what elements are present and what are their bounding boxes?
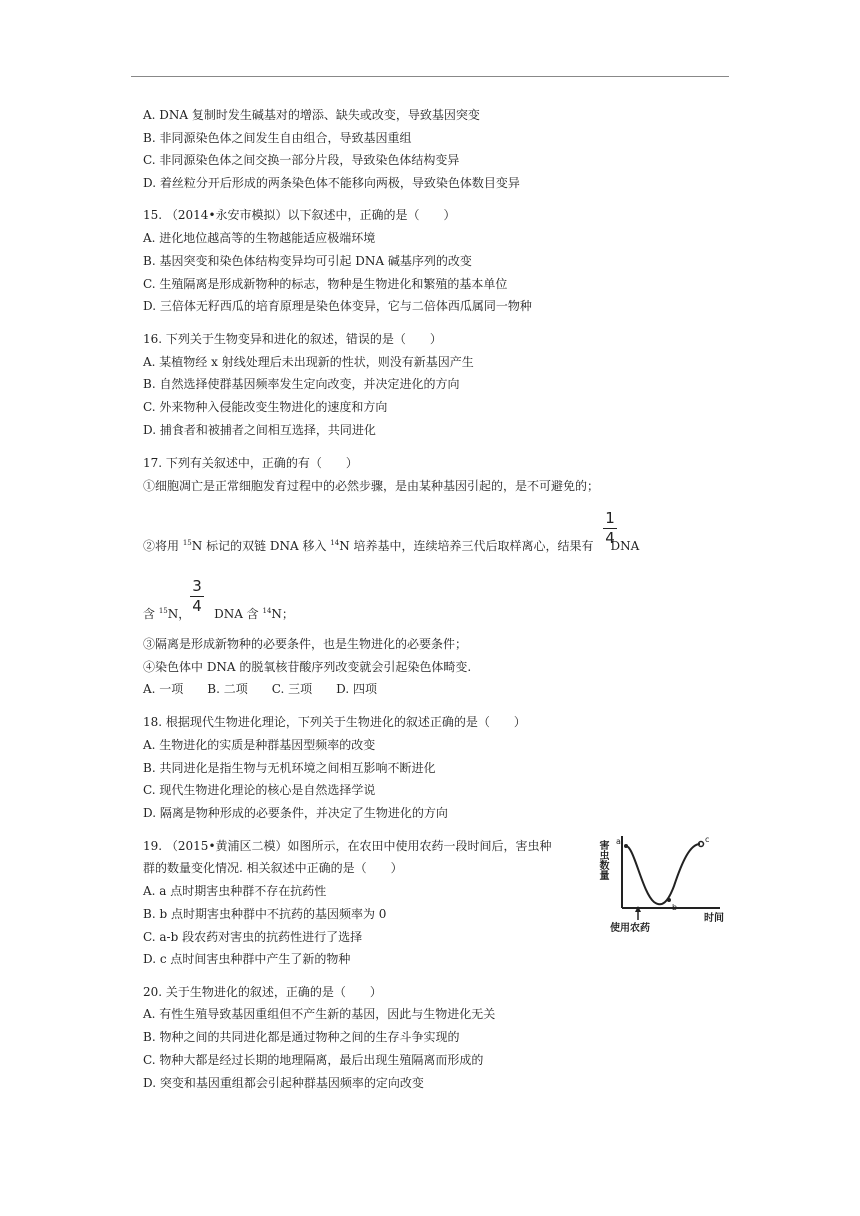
q19-option-d: D. c 点时间害虫种群中产生了新的物种 (143, 952, 351, 966)
q17-options: A. 一项 B. 二项 C. 三项 D. 四项 (143, 682, 377, 696)
point-c-label: c (705, 835, 710, 844)
q19-option-b: B. b 点时期害虫种群中不抗药的基因频率为 0 (143, 907, 387, 921)
point-b-label: b (672, 903, 678, 912)
q17-s2-sup-15: 15 (182, 539, 192, 547)
q16-option-c: C. 外来物种入侵能改变生物进化的速度和方向 (143, 400, 388, 414)
population-curve-svg (596, 832, 736, 934)
y-axis-label-text: 害虫数量 (597, 840, 608, 880)
q14-option-d: D. 着丝粒分开后形成的两条染色体不能移向两极，导致染色体数目变异 (143, 176, 520, 190)
q20-option-d: D. 突变和基因重组都会引起种群基因频率的定向改变 (143, 1076, 424, 1090)
point-a-marker (624, 844, 628, 848)
pesticide-label: 使用农药 (610, 923, 650, 934)
q17-s2b-sup-15: 15 (158, 607, 168, 615)
q18-option-d: D. 隔离是物种形成的必要条件，并决定了生物进化的方向 (143, 806, 448, 820)
q15-option-d: D. 三倍体无籽西瓜的培育原理是染色体变异，它与二倍体西瓜属同一物种 (143, 299, 532, 313)
q20-option-a: A. 有性生殖导致基因重组但不产生新的基因，因此与生物进化无关 (143, 1007, 496, 1021)
fraction-numerator: 1 (605, 509, 615, 527)
q19-stem-line2: 群的数量变化情况. 相关叙述中正确的是（ ） (143, 861, 403, 875)
q17-s2b-text: 含 (143, 607, 159, 621)
q15-option-a: A. 进化地位越高等的生物越能适应极端环境 (143, 231, 376, 245)
header-rule (131, 76, 729, 77)
point-b-marker (667, 898, 671, 902)
q16-option-d: D. 捕食者和被捕者之间相互选择，共同进化 (143, 423, 376, 437)
q19-option-c: C. a-b 段农药对害虫的抗药性进行了选择 (143, 930, 363, 944)
q17-statement-2-cont (143, 606, 294, 624)
q16-option-a: A. 某植物经 x 射线处理后未出现新的性状，则没有新基因产生 (143, 355, 474, 369)
q15-option-c: C. 生殖隔离是形成新物种的标志，物种是生物进化和繁殖的基本单位 (143, 277, 508, 291)
q17-statement-1: ①细胞凋亡是正常细胞发育过程中的必然步骤，是由某种基因引起的，是不可避免的； (143, 479, 600, 493)
q17-s2-text: N 培养基中，连续培养三代后取样离心，结果有 (339, 539, 594, 553)
q17-statement-3: ③隔离是形成新物种的必要条件，也是生物进化的必要条件； (143, 637, 468, 651)
q17-s2b-text: N， (167, 607, 191, 621)
q17-s2b-sup-14: 14 (262, 607, 272, 615)
point-a-label: a (616, 837, 621, 846)
q19-stem-line1: 19. （2015•黄浦区二模）如图所示，在农田中使用农药一段时间后，害虫种 (143, 839, 552, 853)
q17-s2-text: ②将用 (143, 539, 183, 553)
q18-option-a: A. 生物进化的实质是种群基因型频率的改变 (143, 738, 376, 752)
q19-option-a: A. a 点时期害虫种群不存在抗药性 (143, 884, 327, 898)
q17-statement-4: ④染色体中 DNA 的脱氧核苷酸序列改变就会引起染色体畸变. (143, 660, 472, 674)
q14-option-b: B. 非同源染色体之间发生自由组合，导致基因重组 (143, 131, 412, 145)
q16-stem: 16. 下列关于生物变异和进化的叙述，错误的是（ ） (143, 332, 442, 346)
q14-option-a: A. DNA 复制时发生碱基对的增添、缺失或改变，导致基因突变 (143, 108, 480, 122)
point-c-marker (699, 842, 704, 847)
fraction-one-quarter (603, 510, 617, 547)
q18-stem: 18. 根据现代生物进化理论，下列关于生物进化的叙述正确的是（ ） (143, 715, 526, 729)
q17-s2b-text: N； (271, 607, 294, 621)
q17-s2-text: N 标记的双链 DNA 移入 (191, 539, 331, 553)
q17-s2-dna: DNA (610, 539, 640, 553)
q15-stem: 15. （2014•永安市模拟）以下叙述中，正确的是（ ） (143, 208, 456, 222)
x-axis-label: 时间 (704, 913, 724, 924)
q20-option-c: C. 物种大都是经过长期的地理隔离，最后出现生殖隔离而形成的 (143, 1053, 484, 1067)
q20-option-b: B. 物种之间的共同进化都是通过物种之间的生存斗争实现的 (143, 1030, 460, 1044)
fraction-denominator: 4 (605, 529, 615, 547)
q17-stem: 17. 下列有关叙述中，正确的有（ ） (143, 456, 358, 470)
q16-option-b: B. 自然选择使群基因频率发生定向改变，并决定进化的方向 (143, 377, 460, 391)
q20-stem: 20. 关于生物进化的叙述，正确的是（ ） (143, 985, 382, 999)
q17-statement-2 (143, 538, 639, 556)
q18-option-b: B. 共同进化是指生物与无机环境之间相互影响不断进化 (143, 761, 436, 775)
y-axis-label-box (596, 840, 620, 900)
fraction-denominator: 4 (192, 597, 202, 615)
q18-option-c: C. 现代生物进化理论的核心是自然选择学说 (143, 783, 376, 797)
q14-option-c: C. 非同源染色体之间交换一部分片段，导致染色体结构变异 (143, 153, 460, 167)
q17-s2b-text: DNA 含 (210, 607, 263, 621)
fraction-numerator: 3 (192, 577, 202, 595)
q15-option-b: B. 基因突变和染色体结构变异均可引起 DNA 碱基序列的改变 (143, 254, 472, 268)
q19-population-figure (596, 832, 736, 934)
population-curve (626, 844, 700, 904)
q17-s2-sup-14: 14 (330, 539, 340, 547)
fraction-three-quarters (190, 578, 204, 615)
